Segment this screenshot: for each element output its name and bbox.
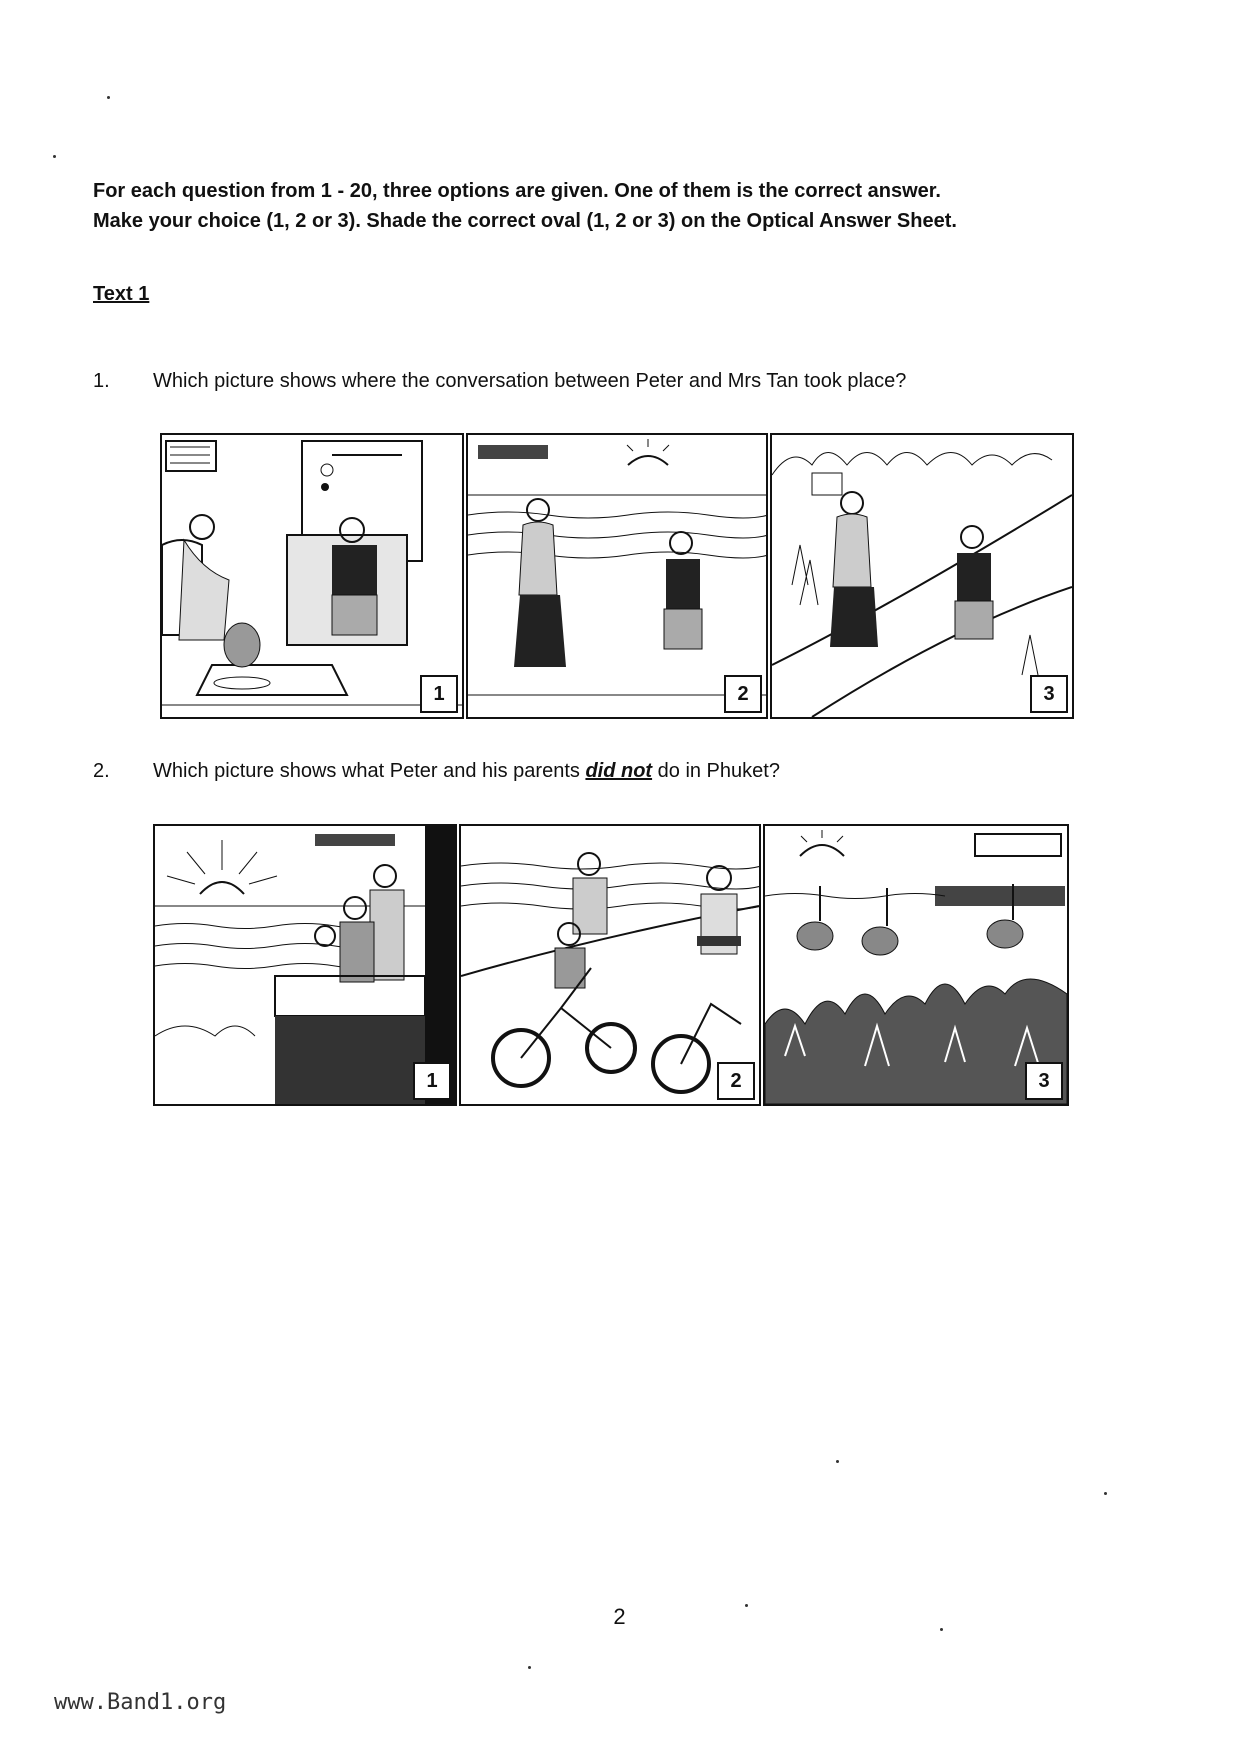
question-2-text-emphasis: did not xyxy=(585,760,653,782)
section-title: Text 1 xyxy=(93,283,150,305)
q1-option-3-picture-path[interactable] xyxy=(770,433,1074,719)
sunset-illustration xyxy=(155,826,455,1104)
option-number-box: 1 xyxy=(413,1062,451,1100)
scan-speck xyxy=(528,1666,531,1669)
instructions-line-2: Make your choice (1, 2 or 3). Shade the correct oval (1, 2 or 3) on the Optical Answer Sheet. xyxy=(93,210,957,232)
scan-speck xyxy=(1104,1492,1107,1495)
page-number: 2 xyxy=(613,1604,626,1629)
option-number-box: 3 xyxy=(1030,675,1068,713)
q2-option-1-picture-sunset-watching[interactable] xyxy=(153,824,457,1106)
scan-speck xyxy=(836,1460,839,1463)
q2-option-3-picture-snorkelling[interactable] xyxy=(763,824,1069,1106)
question-2-text xyxy=(153,760,1113,783)
scan-speck xyxy=(107,96,110,99)
question-1-text: Which picture shows where the conversation between Peter and Mrs Tan took place? xyxy=(153,370,907,392)
question-2-text-before: Which picture shows what Peter and his parents xyxy=(153,760,586,782)
cycling-illustration xyxy=(461,826,759,1104)
beach-illustration xyxy=(468,435,766,717)
snorkelling-illustration xyxy=(765,826,1067,1104)
footer-url: www.Band1.org xyxy=(54,1690,227,1715)
q1-option-1-picture-living-room[interactable] xyxy=(160,433,464,719)
question-2-number: 2. xyxy=(93,760,110,782)
option-number-box: 2 xyxy=(724,675,762,713)
path-illustration xyxy=(772,435,1072,717)
instructions xyxy=(93,176,1103,236)
instructions-line-1: For each question from 1 - 20, three options are given. One of them is the correct answer. xyxy=(93,180,941,202)
question-2-text-after: do in Phuket? xyxy=(652,760,780,782)
option-number-box: 2 xyxy=(717,1062,755,1100)
q1-option-2-picture-beach[interactable] xyxy=(466,433,768,719)
question-1-number: 1. xyxy=(93,370,110,392)
option-number-box: 1 xyxy=(420,675,458,713)
scan-speck xyxy=(53,155,56,158)
option-number-box: 3 xyxy=(1025,1062,1063,1100)
q2-option-2-picture-cycling[interactable] xyxy=(459,824,761,1106)
living-room-illustration xyxy=(162,435,462,717)
